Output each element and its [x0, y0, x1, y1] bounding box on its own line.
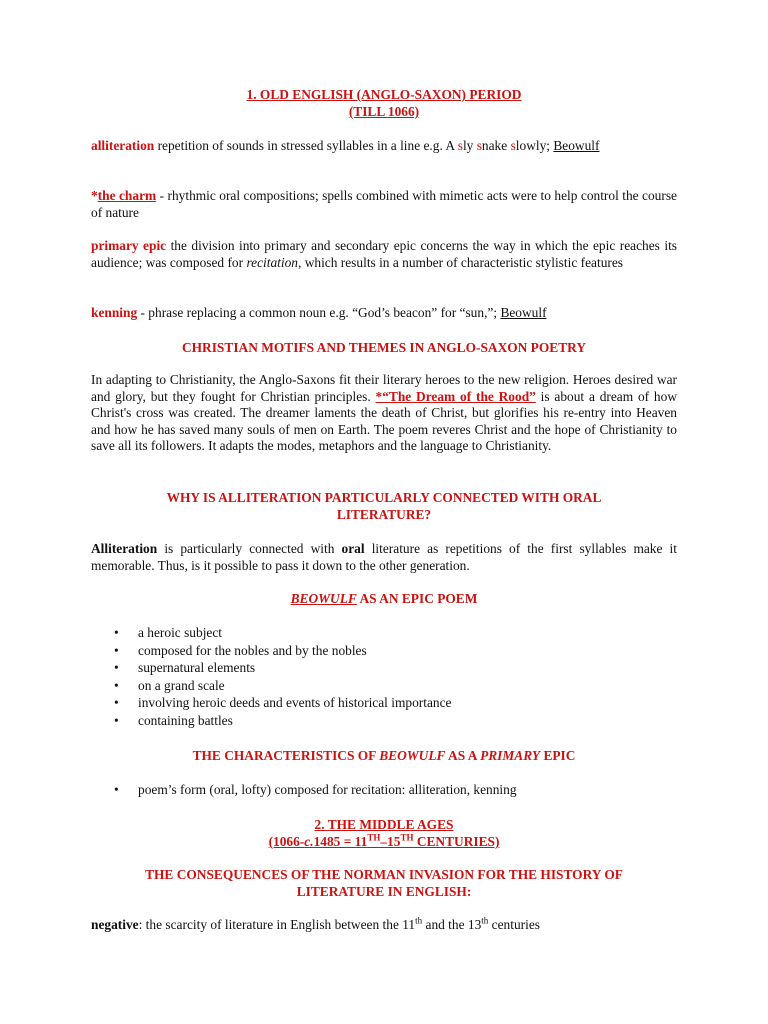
period-dates: (1066-c.1485 = 11TH–15TH CENTURIES) [268, 832, 500, 849]
heading-characteristics: THE CHARACTERISTICS OF BEOWULF AS A PRIMARY EPIC [192, 748, 576, 763]
definition-alliteration: alliteration repetition of sounds in stressed syllables in a line e.g. A sly snake slowly; Beowulf [91, 138, 600, 153]
list-item: • composed for the nobles and by the nobles [114, 642, 674, 660]
term-primary-epic: primary epic [91, 238, 167, 253]
work-beowulf: Beowulf [500, 305, 547, 320]
term-kenning: kenning [91, 305, 138, 320]
period-title-line2: (TILL 1066) [348, 104, 420, 119]
paragraph-negative: negative: the scarcity of literature in English between the 11th and the 13th centuries [91, 915, 540, 932]
term-the-charm: the charm [97, 188, 157, 203]
term-negative: negative [91, 917, 139, 932]
list-item: • supernatural elements [114, 659, 674, 677]
paragraph-alliteration: Alliteration is particularly connected with oral literature as repetitions of the first syllables make it memorable. Thus, is it possible to pass it down to the other generation. [91, 541, 677, 573]
work-beowulf: Beowulf [553, 138, 600, 153]
definition-primary-epic: primary epic the division into primary and secondary epic concerns the way in which the epic reaches its audience; was composed for recitation, which results in a number of characteristic stylistic features [91, 238, 677, 270]
heading-beowulf-epic: BEOWULF AS AN EPIC POEM [290, 591, 478, 606]
heading-christian-motifs: CHRISTIAN MOTIFS AND THEMES IN ANGLO-SAXON POETRY [181, 340, 587, 355]
list-characteristics [114, 781, 674, 799]
list-beowulf-features [114, 624, 674, 729]
list-item: • poem’s form (oral, lofty) composed for recitation: alliteration, kenning [114, 781, 674, 799]
work-dream-of-the-rood: *“The Dream of the Rood” [375, 388, 536, 404]
period-title-middle-ages: 2. THE MIDDLE AGES (1066-c.1485 = 11TH–15TH CENTURIES) [91, 816, 677, 850]
list-item: • involving heroic deeds and events of historical importance [114, 694, 674, 712]
heading-why-alliteration: WHY IS ALLITERATION PARTICULARLY CONNECTED WITH ORAL LITERATURE? [166, 490, 602, 522]
heading-norman-invasion: THE CONSEQUENCES OF THE NORMAN INVASION FOR THE HISTORY OF LITERATURE IN ENGLISH: [145, 867, 623, 899]
definition-kenning: kenning - phrase replacing a common noun e.g. “God’s beacon” for “sun,”; Beowulf [91, 305, 547, 320]
term-alliteration-bold: Alliteration [91, 541, 158, 556]
period-title-old-english [91, 86, 677, 120]
list-item: • on a grand scale [114, 677, 674, 695]
term-alliteration: alliteration [91, 138, 155, 153]
period-title-line1: 1. OLD ENGLISH (ANGLO-SAXON) PERIOD [246, 87, 522, 102]
definition-charm: *the charm - rhythmic oral compositions; spells combined with mimetic acts were to help control the course of nature [91, 188, 677, 220]
list-item: • containing battles [114, 712, 674, 730]
list-item: • a heroic subject [114, 624, 674, 642]
paragraph-christian: In adapting to Christianity, the Anglo-Saxons fit their literary heroes to the new religion. Heroes desired war and glory, but they fought for Christian principles. *“The Dream of the Rood” is about a dream of how Christ's cross was created. The dreamer laments the death of Christ, but glorifies his re-entry into Heaven and how he has saved many souls of men on Earth. The poem reveres Christ and the hope of Christianity to save all its followers. It adapts the modes, metaphors and the language to Christianity. [91, 372, 677, 454]
